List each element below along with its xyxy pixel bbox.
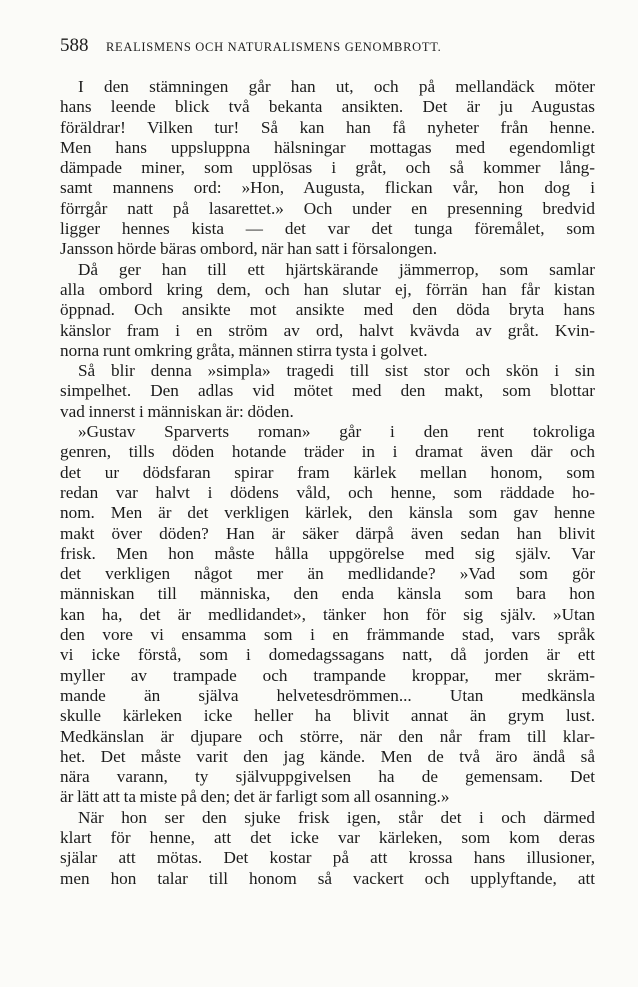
text-line: vi icke förstå, som i domedagssagans natt, då jorden är ett	[60, 645, 595, 665]
text-line: norna runt omkring gråta, männen stirra tysta i golvet.	[60, 340, 428, 360]
text-line: Medkänslan är djupare och större, när den når fram till klar-	[60, 726, 595, 746]
book-page	[60, 0, 595, 987]
text-line: människan till människa, den enda känsla som bara hon	[60, 584, 595, 604]
text-line: är lätt att ta miste på den; det är farligt som all osanning.»	[60, 787, 450, 807]
text-line: öppnad. Och ansikte mot ansikte med den döda bryta hans	[60, 300, 595, 320]
text-line: mande än själva helvetesdrömmen... Utan medkänsla	[60, 685, 595, 705]
text-line: det ur dödsfaran spirar fram kärlek mellan honom, som	[60, 462, 595, 482]
text-line: den vore vi ensamma som i en främmande stad, vars språk	[60, 625, 595, 645]
text-line: het. Det måste varit den jag kände. Men de två äro ändå så	[60, 746, 595, 766]
text-line: Men hans uppsluppna hälsningar mottagas med egendomligt	[60, 137, 595, 157]
running-title: REALISMENS OCH NATURALISMENS GENOMBROTT.	[106, 40, 442, 54]
text-line: Då ger han till ett hjärtskärande jämmerrop, som samlar	[78, 259, 595, 279]
text-line: det verkligen något mer än medlidande? »Vad som gör	[60, 564, 595, 584]
text-line: redan var halvt i dödens våld, och henne, som räddade ho-	[60, 482, 595, 502]
text-line: Jansson hörde bäras ombord, när han satt i försalongen.	[60, 239, 438, 259]
text-line: genren, tills döden hotande träder in i dramat även där och	[60, 442, 595, 462]
text-line: nom. Men är det verkligen kärlek, den känsla som gav henne	[60, 503, 595, 523]
text-line: nära varann, ty självuppgivelsen ha de gemensam. Det	[60, 767, 595, 787]
text-line: själar att mötas. Det kostar på att krossa hans illusioner,	[60, 848, 595, 868]
text-line: skulle kärleken icke heller ha blivit annat än grym lust.	[60, 706, 595, 726]
text-line: föräldrar! Vilken tur! Så kan han få nyheter från henne.	[60, 117, 595, 137]
page-number: 588	[60, 35, 89, 56]
text-line: simpelhet. Den adlas vid mötet med den makt, som blottar	[60, 381, 595, 401]
text-line: Så blir denna »simpla» tragedi till sist stor och skön i sin	[78, 361, 595, 381]
text-line: När hon ser den sjuke frisk igen, står det i och därmed	[78, 807, 595, 827]
text-line: vad innerst i människan är: döden.	[60, 401, 294, 421]
text-line: makt över döden? Han är säker därpå även sedan han blivit	[60, 523, 595, 543]
text-line: känslor fram i en ström av ord, halvt kvävda av gråt. Kvin-	[60, 320, 595, 340]
text-line: dämpade miner, som upplösas i gråt, och så kommer lång-	[60, 158, 595, 178]
text-line: kan ha, det är medlidandet», tänker hon för sig själv. »Utan	[60, 604, 595, 624]
text-line: frisk. Men hon måste hålla uppgörelse med sig själv. Var	[60, 543, 595, 563]
text-line: förrgår natt på lasarettet.» Och under en presenning bredvid	[60, 198, 595, 218]
text-line: klart för henne, att det icke var kärleken, som kom deras	[60, 827, 595, 847]
text-line: men hon talar till honom så vackert och upplyftande, att	[60, 868, 595, 888]
text-line: alla ombord kring dem, och han slutar ej, förrän han får kistan	[60, 279, 595, 299]
body-text	[60, 77, 595, 889]
page-header	[60, 35, 595, 59]
text-line: myller av trampade och trampande kroppar, mer skräm-	[60, 665, 595, 685]
text-line: hans leende blick två bekanta ansikten. Det är ju Augustas	[60, 97, 595, 117]
text-line: samt mannens ord: »Hon, Augusta, flickan vår, hon dog i	[60, 178, 595, 198]
text-line: I den stämningen går han ut, och på mellandäck möter	[78, 77, 595, 96]
text-line: ligger hennes kista — det var det tunga föremålet, som	[60, 219, 595, 239]
text-line: »Gustav Sparverts roman» går i den rent tokroliga	[78, 422, 595, 442]
